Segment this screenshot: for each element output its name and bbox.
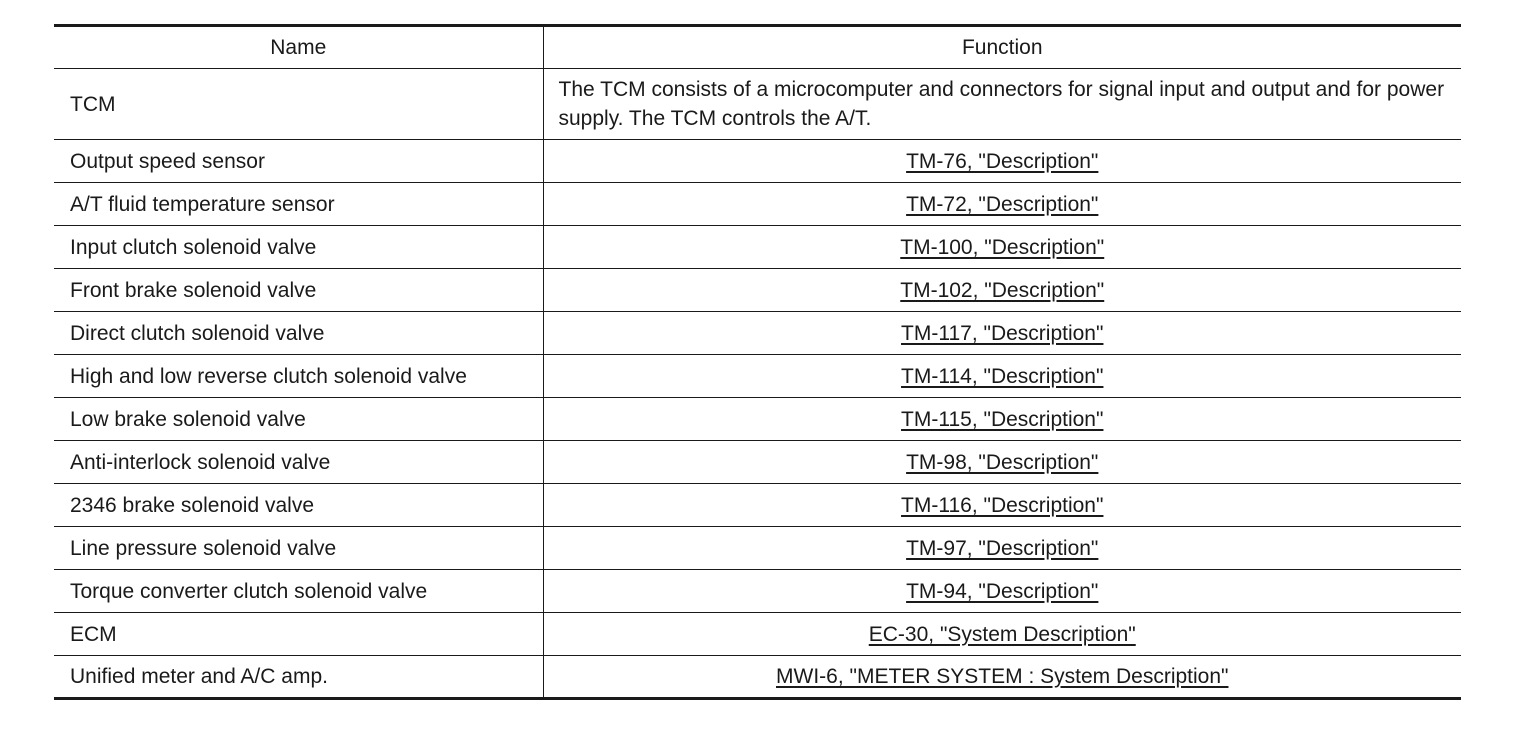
- reference-link[interactable]: EC-30, "System Description": [868, 622, 1136, 646]
- table-row: [54, 441, 1461, 484]
- reference-link[interactable]: MWI-6, "METER SYSTEM : System Description": [776, 665, 1229, 688]
- table-row: [54, 656, 1461, 699]
- function-cell: [543, 312, 1461, 355]
- header-function: Function: [543, 26, 1461, 69]
- table-row: [54, 269, 1461, 312]
- component-name: High and low reverse clutch solenoid valve: [54, 355, 543, 398]
- reference-link[interactable]: TM-76, "Description": [906, 149, 1099, 173]
- component-name: 2346 brake solenoid valve: [54, 484, 543, 527]
- component-name: Line pressure solenoid valve: [54, 527, 543, 570]
- table-header: [54, 26, 1461, 69]
- reference-link[interactable]: TM-117, "Description": [901, 321, 1104, 345]
- reference-link[interactable]: TM-94, "Description": [906, 579, 1099, 603]
- table-row: [54, 312, 1461, 355]
- table-row: [54, 183, 1461, 226]
- component-name: ECM: [54, 613, 543, 656]
- header-name: Name: [54, 26, 543, 69]
- table-row: [54, 69, 1461, 140]
- table-row: [54, 613, 1461, 656]
- table-row: [54, 527, 1461, 570]
- function-cell: [543, 269, 1461, 312]
- reference-link[interactable]: TM-114, "Description": [901, 364, 1104, 388]
- function-cell: [543, 527, 1461, 570]
- function-cell: [543, 183, 1461, 226]
- function-cell: [543, 398, 1461, 441]
- table-body: [54, 69, 1461, 699]
- reference-link[interactable]: TM-100, "Description": [900, 235, 1105, 259]
- table-row: [54, 484, 1461, 527]
- component-function-text: The TCM consists of a microcomputer and connectors for signal input and output and for power supply. The TCM controls the A/T.: [543, 69, 1461, 140]
- function-cell: [543, 570, 1461, 613]
- header-row: [54, 26, 1461, 69]
- component-name: TCM: [54, 69, 543, 140]
- component-name: A/T fluid temperature sensor: [54, 183, 543, 226]
- component-name: Torque converter clutch solenoid valve: [54, 570, 543, 613]
- component-function-table: [54, 24, 1461, 700]
- function-cell: [543, 484, 1461, 527]
- component-name: Unified meter and A/C amp.: [70, 665, 328, 688]
- table-row: [54, 570, 1461, 613]
- component-name: Low brake solenoid valve: [54, 398, 543, 441]
- component-name: Input clutch solenoid valve: [54, 226, 543, 269]
- function-cell: [543, 226, 1461, 269]
- table-row: [54, 226, 1461, 269]
- reference-link[interactable]: TM-115, "Description": [901, 407, 1104, 431]
- component-name: Front brake solenoid valve: [54, 269, 543, 312]
- table-row: [54, 398, 1461, 441]
- reference-link[interactable]: TM-97, "Description": [906, 536, 1099, 560]
- reference-link[interactable]: TM-72, "Description": [906, 192, 1099, 216]
- component-name: Anti-interlock solenoid valve: [54, 441, 543, 484]
- table-row: [54, 140, 1461, 183]
- table-row: [54, 355, 1461, 398]
- reference-link[interactable]: TM-98, "Description": [906, 450, 1099, 474]
- function-cell: [543, 656, 1461, 699]
- reference-link[interactable]: TM-102, "Description": [900, 278, 1105, 302]
- function-cell: [543, 355, 1461, 398]
- component-name: Direct clutch solenoid valve: [54, 312, 543, 355]
- component-name: Output speed sensor: [54, 140, 543, 183]
- function-cell: [543, 140, 1461, 183]
- function-cell: [543, 613, 1461, 656]
- function-cell: [543, 441, 1461, 484]
- reference-link[interactable]: TM-116, "Description": [901, 493, 1104, 517]
